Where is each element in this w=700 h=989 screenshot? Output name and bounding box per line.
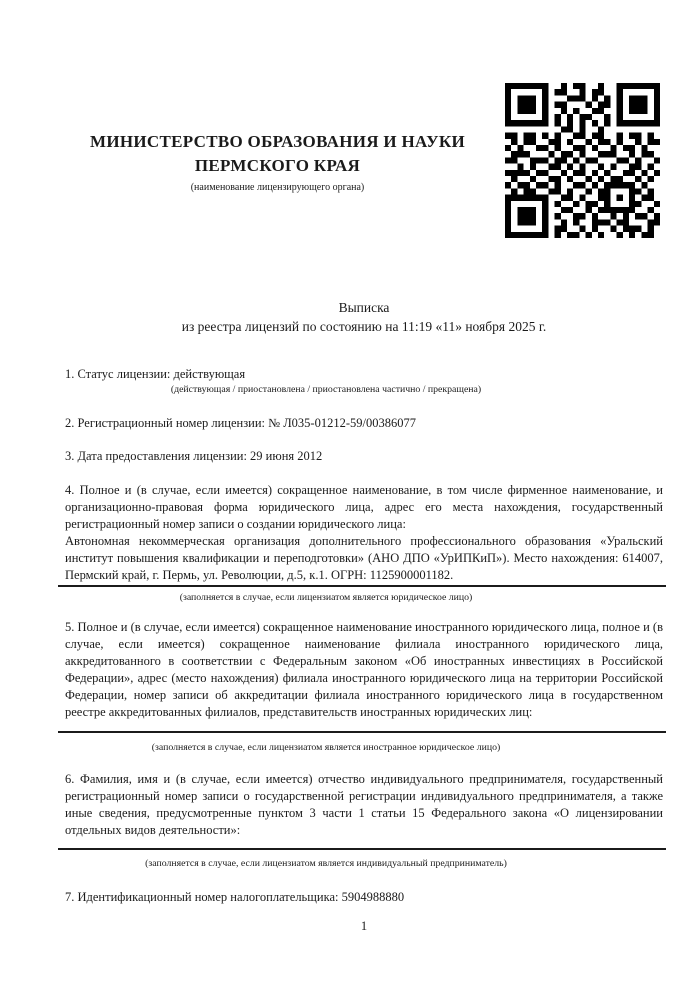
issuer-caption: (наименование лицензирующего органа) [190, 182, 365, 193]
legal-entity-section-label: 4. Полное и (в случае, если имеется) сокращенное наименование, в том числе фирменное наименование, и организационно-правовая форма юридического лица, адрес его места нахождения, государственный регистрационный номер записи о создании юридического лица: [65, 483, 663, 531]
individual-entrepreneur-section-label: 6. Фамилия, имя и (в случае, если имеется) отчество индивидуального предпринимателя, государственный регистрационный номер записи о государственной регистрации индивидуального предпринимателя, а также иные сведения, предусмотренные пунктом 3 части 1 статьи 15 Федерального закона «О лицензировании отдельных видов деятельности»: [65, 772, 663, 837]
issuer-header [65, 130, 490, 194]
issuer-name-line1: МИНИСТЕРСТВО ОБРАЗОВАНИЯ И НАУКИ [89, 132, 466, 151]
fill-in-rule-foreign-entity [58, 731, 666, 733]
license-registration-number: 2. Регистрационный номер лицензии: № Л035-01212-59/00386077 [65, 416, 416, 430]
document-title-line1: Выписка [338, 300, 390, 315]
license-status: 1. Статус лицензии: действующая [65, 367, 246, 381]
foreign-entity-caption: (заполняется в случае, если лицензиатом является иностранное юридическое лицо) [151, 742, 501, 753]
issuer-name-line2: ПЕРМСКОГО КРАЯ [194, 156, 361, 175]
individual-entrepreneur-caption: (заполняется в случае, если лицензиатом является индивидуальный предприниматель) [145, 858, 507, 869]
license-status-caption: (действующая / приостановлена / приостановлена частично / прекращена) [170, 384, 482, 395]
legal-entity-caption: (заполняется в случае, если лицензиатом является юридическое лицо) [179, 592, 473, 603]
document-title-line2: из реестра лицензий по состоянию на 11:19 «11» ноября 2025 г. [181, 319, 547, 334]
document-title [65, 298, 663, 336]
qr-code-icon [505, 83, 660, 238]
license-grant-date: 3. Дата предоставления лицензии: 29 июня 2012 [65, 449, 323, 463]
issuer-name [65, 130, 490, 178]
page-number: 1 [360, 919, 368, 933]
fill-in-rule-individual-entrepreneur [58, 848, 666, 850]
taxpayer-id: 7. Идентификационный номер налогоплательщика: 5904988880 [65, 890, 405, 904]
fill-in-rule-legal-entity [58, 585, 666, 587]
foreign-entity-section-label: 5. Полное и (в случае, если имеется) сокращенное наименование иностранного юридического лица, полное и (в случае, если имеется) сокращенное наименование филиала иностранного юридического лица, аккредитованного в соответствии с Федеральным законом «Об иностранных инвестициях в Российской Федерации», адрес (место нахождения) филиала иностранного юридического лица на территории Российской Федерации, номер записи об аккредитации филиала иностранного юридического лица в государственном реестре аккредитованных филиалов, представительств иностранных юридических лиц: [65, 620, 663, 719]
legal-entity-value: Автономная некоммерческая организация дополнительного профессионального образования «Уральский институт повышения квалификации и переподготовки» (АНО ДПО «УрИПКиП»). Место нахождения: 614007, Пермский край, г. Пермь, ул. Революции, д.5, к.1. ОГРН: 1125900001182. [65, 534, 663, 582]
